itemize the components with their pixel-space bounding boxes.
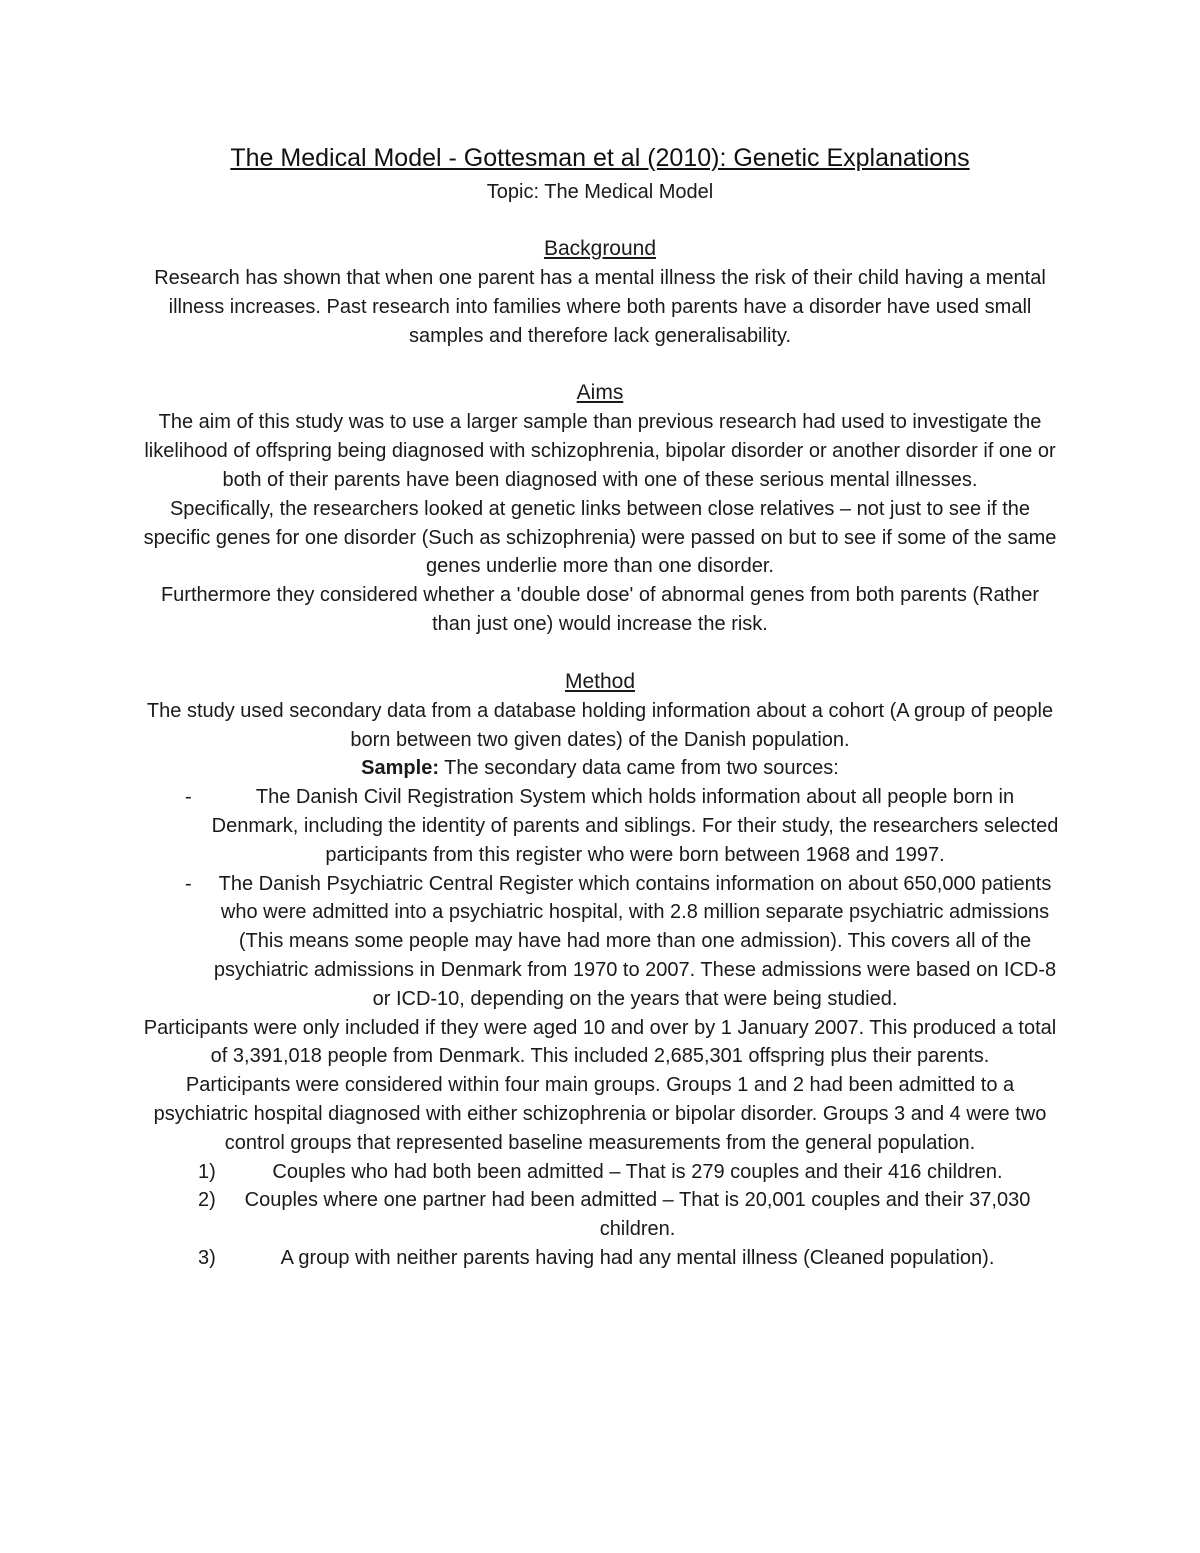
source-text: The Danish Civil Registration System which holds information about all people born in Denmark, including the identity of parents and siblings. For their study, the researchers selected participants from this register who were born between 1968 and 1997. — [211, 786, 1059, 866]
aims-paragraph: The aim of this study was to use a larger sample than previous research had used to investigate the likelihood of offspring being diagnosed with schizophrenia, bipolar disorder or another disorder if one or both of their parents have been diagnosed with one of these serious mental illnesses. — [144, 411, 1056, 491]
group-text: Couples who had both been admitted – That is 279 couples and their 416 children. — [272, 1160, 1003, 1183]
sources-list — [140, 783, 1060, 1013]
spacer — [140, 350, 1060, 378]
aims-heading: Aims — [576, 381, 624, 405]
spacer — [140, 639, 1060, 667]
participants-paragraph: Participants were only included if they were aged 10 and over by 1 January 2007. This produced a total of 3,391,018 people from Denmark. This included 2,685,301 offspring plus their parents. — [143, 1016, 1057, 1068]
sample-line — [140, 754, 1060, 783]
list-item — [140, 870, 1060, 1014]
list-number: 2) — [198, 1189, 216, 1212]
document-page — [140, 138, 1060, 1273]
sample-text: The secondary data came from two sources: — [438, 757, 839, 780]
document-title: The Medical Model - Gottesman et al (2010): Genetic Explanations — [230, 144, 970, 172]
topic-line: Topic: The Medical Model — [486, 181, 714, 203]
aims-paragraph: Furthermore they considered whether a 'double dose' of abnormal genes from both parents (Rather than just one) would increase the risk. — [160, 584, 1040, 635]
dash-bullet: - — [185, 786, 192, 809]
aims-section — [140, 378, 1060, 638]
sample-label: Sample: — [361, 757, 439, 780]
list-item — [140, 783, 1060, 869]
spacer — [140, 206, 1060, 234]
list-item — [140, 1158, 1060, 1187]
list-item — [140, 1186, 1060, 1244]
list-number: 3) — [198, 1246, 216, 1269]
groups-intro-paragraph: Participants were considered within four main groups. Groups 1 and 2 had been admitted to a psychiatric hospital diagnosed with either schizophrenia or bipolar disorder. Groups 3 and 4 were two control groups that represented baseline measurements from the general population. — [153, 1074, 1047, 1154]
source-text: The Danish Psychiatric Central Register which contains information on about 650,000 patients who were admitted into a psychiatric hospital, with 2.8 million separate psychiatric admissions (This means some people may have had more than one admission). This covers all of the psychiatric admissions in Denmark from 1970 to 2007. These admissions were based on ICD-8 or ICD-10, depending on the years that were being studied. — [213, 872, 1057, 1010]
list-number: 1) — [198, 1160, 216, 1183]
group-text: A group with neither parents having had any mental illness (Cleaned population). — [280, 1246, 995, 1269]
aims-paragraph: Specifically, the researchers looked at genetic links between close relatives – not just to see if the specific genes for one disorder (Such as schizophrenia) were passed on but to see if some of the same genes underlie more than one disorder. — [143, 497, 1057, 578]
dash-bullet: - — [185, 872, 192, 895]
method-section — [140, 667, 1060, 1273]
method-intro-paragraph: The study used secondary data from a database holding information about a cohort (A group of people born between two given dates) of the Danish population. — [146, 699, 1054, 751]
background-paragraph: Research has shown that when one parent has a mental illness the risk of their child having a mental illness increases. Past research into families where both parents have a disorder have used small samples and therefore lack generalisability. — [154, 267, 1046, 347]
list-item — [140, 1244, 1060, 1273]
background-heading: Background — [543, 237, 657, 260]
method-heading: Method — [564, 669, 636, 693]
background-section — [140, 234, 1060, 350]
groups-list — [140, 1158, 1060, 1273]
group-text: Couples where one partner had been admitted – That is 20,001 couples and their 37,030 children. — [244, 1189, 1031, 1241]
